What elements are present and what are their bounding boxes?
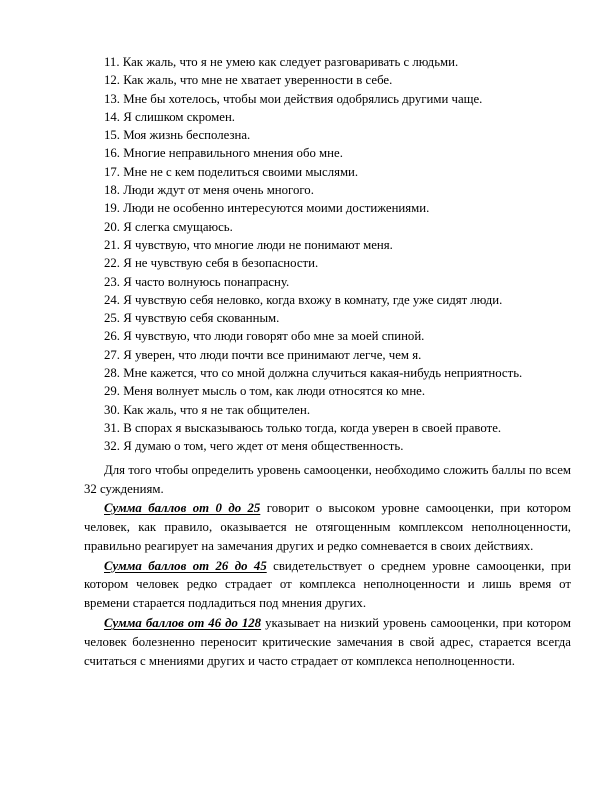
- statement-number: 16.: [104, 146, 120, 161]
- statement-text: Я слишком скромен.: [123, 109, 236, 124]
- statement-text: Как жаль, что я не так общителен.: [123, 402, 311, 417]
- statement-item: [0, 437, 612, 455]
- statement-text: Многие неправильного мнения обо мне.: [123, 146, 343, 161]
- statement-item: [0, 401, 612, 419]
- statement-item: [0, 108, 612, 126]
- statement-item: [0, 291, 612, 309]
- statement-text: Я не чувствую себя в безопасности.: [123, 256, 319, 271]
- statement-number: 25.: [104, 311, 120, 326]
- statement-number: 31.: [104, 420, 120, 435]
- statement-item: [0, 382, 612, 400]
- statement-item: [0, 309, 612, 327]
- statement-number: 12.: [104, 73, 120, 88]
- statement-number: 30.: [104, 402, 120, 417]
- statement-number: 23.: [104, 274, 120, 289]
- statement-text: Мне кажется, что со мной должна случиться какая-нибудь неприятность.: [123, 366, 523, 381]
- statement-number: 26.: [104, 329, 120, 344]
- statement-text: Люди не особенно интересуются моими достижениями.: [123, 201, 430, 216]
- statement-text: В спорах я высказываюсь только тогда, когда уверен в своей правоте.: [123, 420, 502, 435]
- statement-item: [0, 53, 612, 71]
- scoring-section: [84, 461, 571, 671]
- interpretation-text-high: говорит о высоком уровне самооценки, при котором человек, как правило, оказывается не отягощенным комплексом неполноценности, правильно реагирует на замечания других и редко сомневается в своих действиях.: [84, 500, 571, 553]
- scoring-intro: Для того чтобы определить уровень самооценки, необходимо сложить баллы по всем 32 суждениям.: [84, 463, 571, 496]
- statement-text: Я чувствую себя скованным.: [123, 311, 280, 326]
- interpretation-high: [84, 499, 571, 556]
- statement-text: Я часто волнуюсь понапрасну.: [123, 274, 290, 289]
- statement-item: [0, 218, 612, 236]
- statement-number: 13.: [104, 91, 120, 106]
- statement-text: Я слегка смущаюсь.: [123, 219, 233, 234]
- statement-text: Я чувствую, что многие люди не понимают меня.: [123, 237, 393, 252]
- statement-item: [0, 199, 612, 217]
- statement-item: [0, 254, 612, 272]
- statement-number: 28.: [104, 366, 120, 381]
- statement-text: Как жаль, что мне не хватает уверенности в себе.: [123, 73, 393, 88]
- interpretation-medium: [84, 557, 571, 614]
- statement-number: 20.: [104, 219, 120, 234]
- score-range-high: Сумма баллов от 0 до 25: [104, 500, 261, 515]
- statement-number: 19.: [104, 201, 120, 216]
- statement-text: Я чувствую себя неловко, когда вхожу в комнату, где уже сидят люди.: [123, 292, 503, 307]
- statement-item: [0, 273, 612, 291]
- statement-text: Я думаю о том, чего ждет от меня общественность.: [123, 439, 404, 454]
- interpretation-text-medium: свидетельствует о среднем уровне самооценки, при котором человек редко страдает от комплекса неполноценности и лишь время от времени старается подладиться под мнения других.: [84, 558, 571, 611]
- statement-number: 24.: [104, 292, 120, 307]
- statement-item: [0, 419, 612, 437]
- statement-text: Я чувствую, что люди говорят обо мне за моей спиной.: [123, 329, 425, 344]
- statement-item: [0, 71, 612, 89]
- statement-number: 18.: [104, 183, 120, 198]
- statement-text: Моя жизнь бесполезна.: [123, 128, 251, 143]
- statement-number: 29.: [104, 384, 120, 399]
- statement-text: Я уверен, что люди почти все принимают легче, чем я.: [123, 347, 422, 362]
- interpretation-low: [84, 614, 571, 671]
- statement-item: [0, 90, 612, 108]
- statement-number: 17.: [104, 164, 120, 179]
- statement-number: 21.: [104, 237, 120, 252]
- statement-list: [0, 53, 612, 456]
- interpretation-text-low: указывает на низкий уровень самооценки, при котором человек болезненно переносит критические замечания в свой адрес, старается всегда считаться с мнениями других и часто страдает от комплекса неполноценности.: [84, 616, 571, 669]
- statement-item: [0, 327, 612, 345]
- score-range-low: Сумма баллов от 46 до 128: [104, 616, 262, 631]
- score-range-medium: Сумма баллов от 26 до 45: [104, 558, 267, 573]
- statement-item: [0, 181, 612, 199]
- statement-text: Мне бы хотелось, чтобы мои действия одобрялись другими чаще.: [123, 91, 483, 106]
- statement-text: Мне не с кем поделиться своими мыслями.: [123, 164, 359, 179]
- statement-number: 32.: [104, 439, 120, 454]
- statement-item: [0, 236, 612, 254]
- statement-text: Люди ждут от меня очень многого.: [123, 183, 314, 198]
- statement-number: 14.: [104, 109, 120, 124]
- statement-item: [0, 126, 612, 144]
- statement-item: [0, 144, 612, 162]
- statement-number: 22.: [104, 256, 120, 271]
- statement-number: 15.: [104, 128, 120, 143]
- statement-text: Как жаль, что я не умею как следует разговаривать с людьми.: [122, 55, 459, 69]
- statement-number: 27.: [104, 347, 120, 362]
- statement-text: Меня волнует мысль о том, как люди относятся ко мне.: [123, 384, 426, 399]
- statement-item: [0, 364, 612, 382]
- statement-item: [0, 346, 612, 364]
- statement-item: [0, 163, 612, 181]
- statement-number: 11.: [104, 55, 120, 69]
